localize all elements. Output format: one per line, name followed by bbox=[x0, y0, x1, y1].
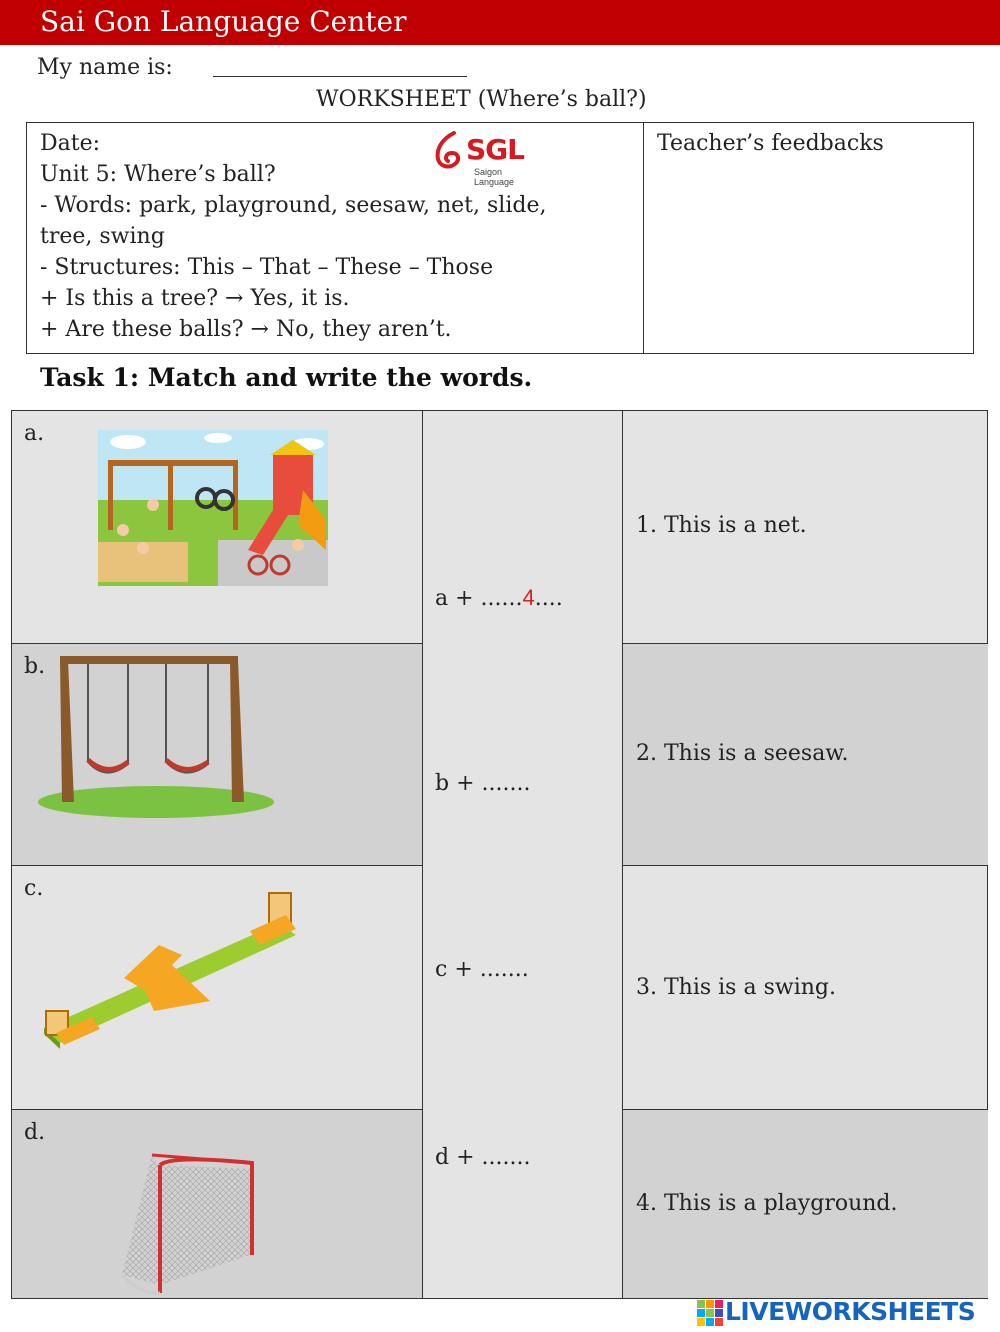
divider bbox=[12, 1109, 422, 1110]
matching-grid bbox=[11, 410, 988, 1299]
seesaw-picture bbox=[34, 883, 304, 1053]
match-c-prefix: c + ....... bbox=[435, 957, 529, 982]
row-letter-a: a. bbox=[24, 421, 45, 446]
match-d-prefix: d + ....... bbox=[435, 1145, 531, 1170]
logo-subtext: Saigon Language bbox=[474, 167, 515, 187]
teacher-feedback-label: Teacher’s feedbacks bbox=[657, 131, 884, 156]
swing-picture bbox=[36, 652, 278, 822]
lesson-info bbox=[27, 123, 644, 353]
divider bbox=[422, 411, 423, 1298]
header-bar bbox=[0, 0, 1000, 45]
structures-line: - Structures: This – That – These – Those bbox=[40, 255, 494, 280]
playground-picture bbox=[98, 430, 328, 586]
divider bbox=[12, 643, 422, 644]
answer-a[interactable]: 4 bbox=[522, 585, 535, 610]
divider bbox=[622, 865, 988, 866]
words-line-2: tree, swing bbox=[40, 224, 165, 249]
name-blank-line[interactable] bbox=[213, 76, 467, 77]
logo-text: SGL bbox=[466, 133, 524, 166]
name-label: My name is: bbox=[37, 55, 173, 80]
match-a-prefix: a + ...... bbox=[435, 586, 523, 611]
sgl-logo bbox=[432, 129, 532, 187]
net-picture bbox=[112, 1145, 257, 1297]
match-b-prefix: b + ....... bbox=[435, 771, 531, 796]
center-name: Sai Gon Language Center bbox=[40, 5, 407, 38]
divider bbox=[622, 643, 988, 644]
match-a-suffix: .... bbox=[534, 586, 563, 611]
info-box bbox=[26, 122, 974, 354]
match-a[interactable] bbox=[435, 585, 563, 611]
sentence-1: 1. This is a net. bbox=[636, 513, 807, 538]
row-letter-d: d. bbox=[24, 1120, 46, 1145]
worksheet-title: WORKSHEET (Where’s ball?) bbox=[316, 87, 647, 112]
sentence-2: 2. This is a seesaw. bbox=[636, 741, 849, 766]
words-line-1: - Words: park, playground, seesaw, net, slide, bbox=[40, 193, 547, 218]
sgl-swirl-icon bbox=[432, 131, 466, 171]
match-c[interactable] bbox=[435, 957, 529, 982]
divider bbox=[622, 411, 623, 1298]
sentence-4: 4. This is a playground. bbox=[636, 1191, 898, 1216]
example-2: + Are these balls? → No, they aren’t. bbox=[40, 317, 452, 342]
brand-text: LIVEWORKSHEETS bbox=[725, 1297, 976, 1326]
sentence-3: 3. This is a swing. bbox=[636, 975, 836, 1000]
date-label: Date: bbox=[40, 131, 101, 156]
divider bbox=[622, 1109, 988, 1110]
unit-title: Unit 5: Where’s ball? bbox=[40, 162, 276, 187]
divider bbox=[12, 865, 422, 866]
liveworksheets-blocks-icon bbox=[697, 1300, 723, 1326]
row-letter-b: b. bbox=[24, 654, 46, 679]
task-title: Task 1: Match and write the words. bbox=[40, 363, 533, 392]
row-letter-c: c. bbox=[24, 876, 44, 901]
liveworksheets-logo bbox=[697, 1297, 997, 1327]
example-1: + Is this a tree? → Yes, it is. bbox=[40, 286, 350, 311]
match-d[interactable] bbox=[435, 1145, 530, 1170]
match-b[interactable] bbox=[435, 771, 530, 796]
